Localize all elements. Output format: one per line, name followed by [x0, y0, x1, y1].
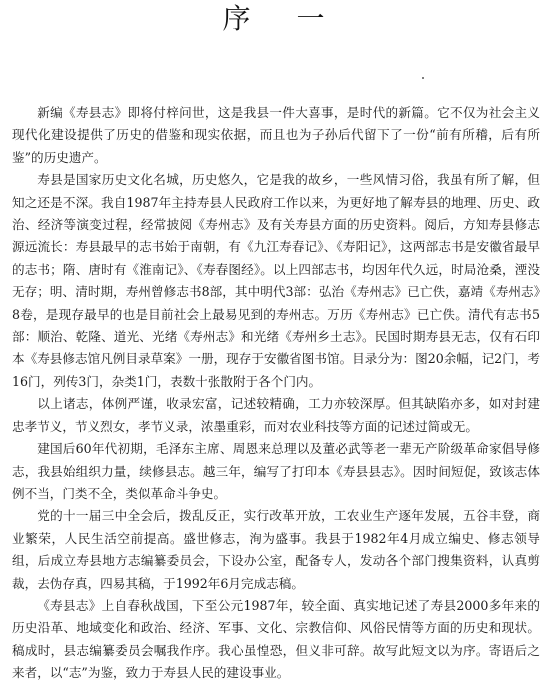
page-title: [0, 2, 549, 36]
preface-body: [12, 102, 540, 685]
paragraph: 以上诸志，体例严谨，收录宏富，记述较精确，工力亦较深厚。但其缺陷亦多，如对封建忠孝节义，节义烈女，孝节义录，浓墨重彩，而对农业科技等方面的记述过简或无。: [12, 396, 540, 434]
paragraph: 党的十一届三中全会后，拨乱反正，实行改革开放，工农业生产逐年发展，五谷丰登，商业繁荣，人民生活空前提高。盛世修志，洵为盛事。我县于1982年4月成立编史、修志领导组，后成立寿县地方志编纂委员会，下设办公室，配备专人，发动各个部门搜集资料，认真剪裁，去伪存真，四易其稿，于1992年6月完成志稿。: [12, 508, 540, 591]
paragraph: 新编《寿县志》即将付梓问世，这是我县一件大喜事，是时代的新篇。它不仅为社会主义现代化建设提供了历史的借鉴和现实依据，而且也为子孙后代留下了一份“前有所稽，后有所鉴”的历史遗产。: [12, 105, 540, 165]
paragraph: 建国后60年代初期，毛泽东主席、周恩来总理以及董必武等老一辈无产阶级革命家倡导修志，我县始组织力量，续修县志。越三年，编写了打印本《寿县县志》。因时间短促，致该志体例不当，门类不全，类似革命斗争史。: [12, 441, 540, 501]
paragraph: 《寿县志》上自春秋战国，下至公元1987年，较全面、真实地记述了寿县2000多年来的历史沿革、地域变化和政治、经济、军事、文化、宗教信仰、风俗民情等方面的历史和现状。稿成时，县志编纂委员会嘱我作序。我心虽惶恐，但义非可辞。故写此短文以为序。寄语后之来者，以“志”为鉴，致力于寿县人民的建设事业。: [12, 597, 540, 681]
scan-speck: [422, 77, 424, 79]
paragraph: 寿县是国家历史文化名城，历史悠久，它是我的故乡，一些风情习俗，我虽有所了解，但知之还是不深。我自1987年主持寿县人民政府工作以来，为更好地了解寿县的地理、历史、政治、经济等演变过程，经常披阅《寿州志》及有关寿县方面的历史资料。阅后，方知寿县修志源远流长：寿县最早的志书始于南朝，有《九江寿春记》、《寿阳记》，这两部志书是安徽省最早的志书；隋、唐时有《淮南记》、《寿春图经》。以上四部志书，均因年代久远，时局沧桑，湮没无存；明、清时期，寿州曾修志书8部，其中明代3部：弘治《寿州志》已亡佚，嘉靖《寿州志》8卷，是现存最早的也是目前社会上最易见到的寿州志。万历《寿州志》已亡佚。清代有志书5部：顺治、乾隆、道光、光绪《寿州志》和光绪《寿州乡土志》。民国时期寿县无志，仅有石印本《寿县修志馆凡例目录草案》一册，现存于安徽省图书馆。目录分为：图20余幅，记2门，考16门，列传3门，杂类1门，表数十张散附于各个门内。: [12, 172, 540, 389]
title-char-yi: 一: [296, 2, 327, 35]
title-char-xu: 序: [222, 2, 253, 35]
